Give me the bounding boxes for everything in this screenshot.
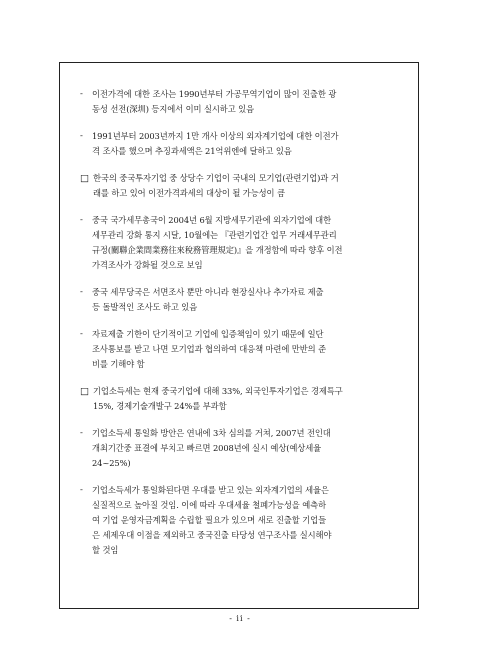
item-text	[92, 327, 404, 372]
bullet-square-icon: □	[80, 173, 90, 184]
list-item	[80, 87, 404, 117]
text-line: 실질적으로 높아질 것임. 이에 따라 우대세율 철폐가능성을 예측하	[92, 500, 327, 510]
bullet-square-icon: □	[80, 386, 90, 397]
text-line: 기업소득세 통일화 방안은 연내에 3차 심의를 거쳐, 2007년 전인대	[92, 428, 331, 438]
text-line: 개최기간중 표결에 부치고 빠르면 2008년에 실시 예상(예상세율	[92, 443, 322, 453]
list-item	[80, 213, 404, 273]
bullet-dash: -	[80, 287, 83, 297]
bullet-dash: -	[80, 428, 83, 438]
text-line: 래를 하고 있어 이전가격과세의 대상이 될 가능성이 큼	[93, 188, 285, 198]
bullet-dash: -	[80, 485, 83, 495]
text-line: 가격조사가 강화될 것으로 보임	[92, 260, 203, 270]
list-item	[80, 426, 404, 471]
text-line: 기업소득세가 통일화된다면 우대를 받고 있는 외자계기업의 세율은	[92, 485, 329, 495]
item-text	[92, 426, 404, 471]
text-line: 등 돌발적인 조사도 하고 있음	[92, 302, 198, 312]
text-line: 중국 세무당국은 서면조사 뿐만 아니라 현장실사나 추가자료 제출	[92, 287, 324, 297]
text-line: 이전가격에 대한 조사는 1990년부터 가공무역기업이 많이 진출한 광	[92, 89, 337, 99]
item-text	[92, 285, 404, 315]
item-text	[92, 483, 404, 558]
list-item	[80, 483, 404, 558]
item-text	[92, 213, 404, 273]
item-text	[93, 171, 404, 201]
text-line: 15%, 경제기술개발구 24%를 부과함	[93, 401, 227, 411]
text-line: 할 것임	[92, 545, 119, 555]
text-line: 자료제출 기한이 단기적이고 기업에 입증책임이 있기 때문에 일단	[92, 329, 324, 339]
text-line: 동성 선전(深圳) 등지에서 이미 실시하고 있음	[92, 104, 254, 114]
bullet-dash: -	[80, 89, 83, 99]
text-line: 세무관리 강화 통지 시달, 10월에는 『관련기업간 업무 거래세무관리	[92, 230, 337, 240]
text-line: 기업소득세는 현재 중국기업에 대해 33%, 외국인투자기업은 경제특구	[93, 386, 343, 396]
text-line: 1991년부터 2003년까지 1만 개사 이상의 외자계기업에 대한 이전가	[92, 131, 339, 141]
text-line: 한국의 중국투자기업 중 상당수 기업이 국내의 모기업(관련기업)과 거	[93, 173, 339, 183]
item-text	[92, 129, 404, 159]
item-text	[92, 87, 404, 117]
bullet-dash: -	[80, 131, 83, 141]
text-line: 은 세제우대 이점을 제외하고 중국진출 타당성 연구조사를 실시해야	[92, 530, 332, 540]
content-frame	[59, 62, 419, 609]
text-line: 격 조사를 했으며 추징과세액은 21억위엔에 달하고 있음	[92, 146, 292, 156]
text-line: 조사통보를 받고 나면 모기업과 협의하여 대응책 마련에 만반의 준	[92, 344, 327, 354]
list-item	[80, 327, 404, 372]
text-line: 비를 기해야 함	[92, 359, 145, 369]
list-item	[80, 171, 404, 201]
text-line: 규정(關聯企業間業務往來稅務管理規定)』을 개정함에 따라 향후 이전	[92, 245, 343, 255]
text-line: 중국 국가세무총국이 2004년 6월 지방세무기관에 외자기업에 대한	[92, 215, 331, 225]
list-item	[80, 384, 404, 414]
text-line: 여 기업 운영자금계획을 수립할 필요가 있으며 새로 진출할 기업들	[92, 515, 327, 525]
page-number: - ii -	[229, 614, 251, 623]
list-item	[80, 129, 404, 159]
item-text	[93, 384, 404, 414]
bullet-dash: -	[80, 215, 83, 225]
list-item	[80, 285, 404, 315]
text-line: 24~25%)	[92, 458, 131, 468]
bullet-dash: -	[80, 329, 83, 339]
